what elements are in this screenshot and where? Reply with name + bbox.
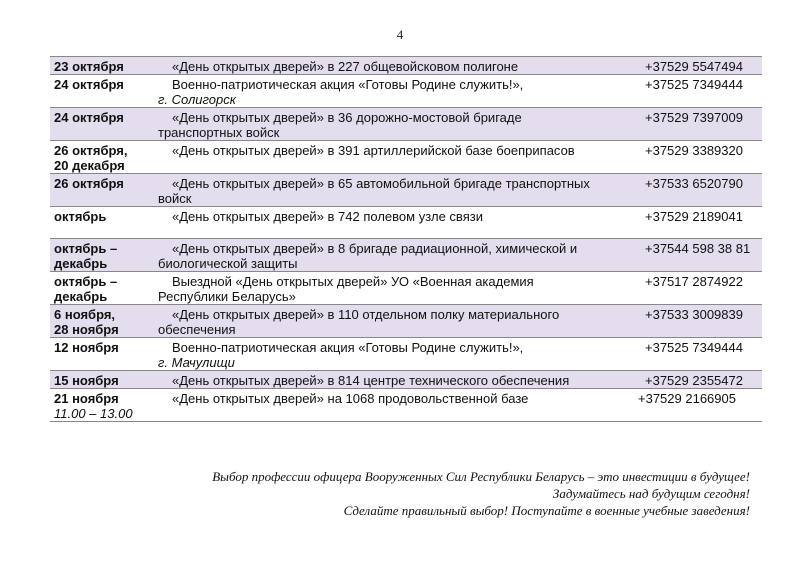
footer-line-2: Задумайтесь над будущим сегодня! (552, 486, 750, 501)
contact-phone: +37517 2874922 (594, 272, 762, 305)
event-date: 26 октября, (54, 143, 128, 158)
event-description: «День открытых дверей» на 1068 продовольственной базе (172, 391, 529, 406)
contact-phone: +37529 5547494 (594, 57, 762, 75)
footer-slogan (50, 468, 750, 519)
event-date-2: 20 декабря (54, 158, 125, 173)
event-place: г. Солигорск (158, 92, 236, 107)
event-description-cell (154, 389, 594, 422)
table-row (50, 239, 762, 272)
event-date: 23 октября (54, 59, 124, 74)
contact-phone: +37529 2355472 (594, 371, 762, 389)
event-date: 21 ноября (54, 391, 119, 406)
event-description: «День открытых дверей» в 36 дорожно-мостовой бригаде транспортных войск (158, 110, 522, 140)
contact-phone: +37525 7349444 (594, 75, 762, 108)
table-row (50, 75, 762, 108)
event-description: Выездной «День открытых дверей» УО «Военная академия Республики Беларусь» (158, 274, 534, 304)
events-table-body (50, 57, 762, 422)
contact-phone: +37529 7397009 (594, 108, 762, 141)
event-description: «День открытых дверей» в 742 полевом узле связи (172, 209, 483, 224)
event-description: «День открытых дверей» в 227 общевойсковом полигоне (172, 59, 519, 74)
event-place: г. Мачулищи (158, 355, 235, 370)
events-table (50, 56, 762, 422)
event-date: октябрь – (54, 274, 118, 289)
event-date: 24 октября (54, 77, 124, 92)
footer-line-1: Выбор профессии офицера Вооруженных Сил Республики Беларусь – это инвестиции в будущее! (212, 469, 750, 484)
page-number: 4 (396, 27, 404, 42)
event-description-cell (154, 239, 594, 272)
event-description: «День открытых дверей» в 391 артиллерийской базе боеприпасов (172, 143, 575, 158)
contact-phone: +37544 598 38 81 (594, 239, 762, 272)
contact-phone: +37533 3009839 (594, 305, 762, 338)
event-date: 24 октября (54, 110, 124, 125)
event-description-cell (154, 141, 594, 174)
event-description-cell (154, 371, 594, 389)
event-date-cell (50, 57, 154, 75)
event-date: 26 октября (54, 176, 124, 191)
event-date-cell (50, 239, 154, 272)
event-time: 11.00 – 13.00 (54, 406, 133, 421)
event-date: октябрь (54, 209, 107, 224)
event-date: октябрь – (54, 241, 118, 256)
event-description-cell (154, 305, 594, 338)
table-row (50, 57, 762, 75)
table-row (50, 338, 762, 371)
event-description-cell (154, 108, 594, 141)
table-row (50, 141, 762, 174)
event-date-cell (50, 272, 154, 305)
contact-phone: +37529 2166905 (594, 389, 762, 422)
event-date-cell (50, 338, 154, 371)
event-date: 6 ноября, (54, 307, 116, 322)
table-row (50, 174, 762, 207)
event-date-cell (50, 207, 154, 239)
event-date: 12 ноября (54, 340, 119, 355)
contact-phone: +37529 2189041 (594, 207, 762, 239)
event-description: «День открытых дверей» в 110 отдельном полку материального обеспечения (158, 307, 560, 337)
table-row (50, 108, 762, 141)
event-date: 15 ноября (54, 373, 119, 388)
event-date-cell (50, 371, 154, 389)
event-description: Военно-патриотическая акция «Готовы Родине служить!», (172, 340, 524, 355)
event-description-cell (154, 338, 594, 371)
table-row (50, 389, 762, 422)
event-date-cell (50, 108, 154, 141)
event-description-cell (154, 57, 594, 75)
table-row (50, 272, 762, 305)
event-date-cell (50, 305, 154, 338)
event-description: «День открытых дверей» в 814 центре технического обеспечения (172, 373, 570, 388)
event-date-cell (50, 141, 154, 174)
table-row (50, 371, 762, 389)
event-description: Военно-патриотическая акция «Готовы Родине служить!», (172, 77, 524, 92)
table-row (50, 305, 762, 338)
event-date-cell (50, 174, 154, 207)
event-description-cell (154, 174, 594, 207)
event-date-cell (50, 75, 154, 108)
event-date-2: 28 ноября (54, 322, 119, 337)
table-row (50, 207, 762, 239)
contact-phone: +37525 7349444 (594, 338, 762, 371)
event-description: «День открытых дверей» в 8 бригаде радиационной, химической и биологической защиты (158, 241, 578, 271)
event-description-cell (154, 75, 594, 108)
event-date-2: декабрь (54, 256, 108, 271)
contact-phone: +37529 3389320 (594, 141, 762, 174)
event-description-cell (154, 207, 594, 239)
event-description-cell (154, 272, 594, 305)
event-description: «День открытых дверей» в 65 автомобильной бригаде транспортных войск (158, 176, 590, 206)
event-date-cell (50, 389, 154, 422)
contact-phone: +37533 6520790 (594, 174, 762, 207)
event-date-2: декабрь (54, 289, 108, 304)
footer-line-3: Сделайте правильный выбор! Поступайте в военные учебные заведения! (343, 503, 750, 518)
